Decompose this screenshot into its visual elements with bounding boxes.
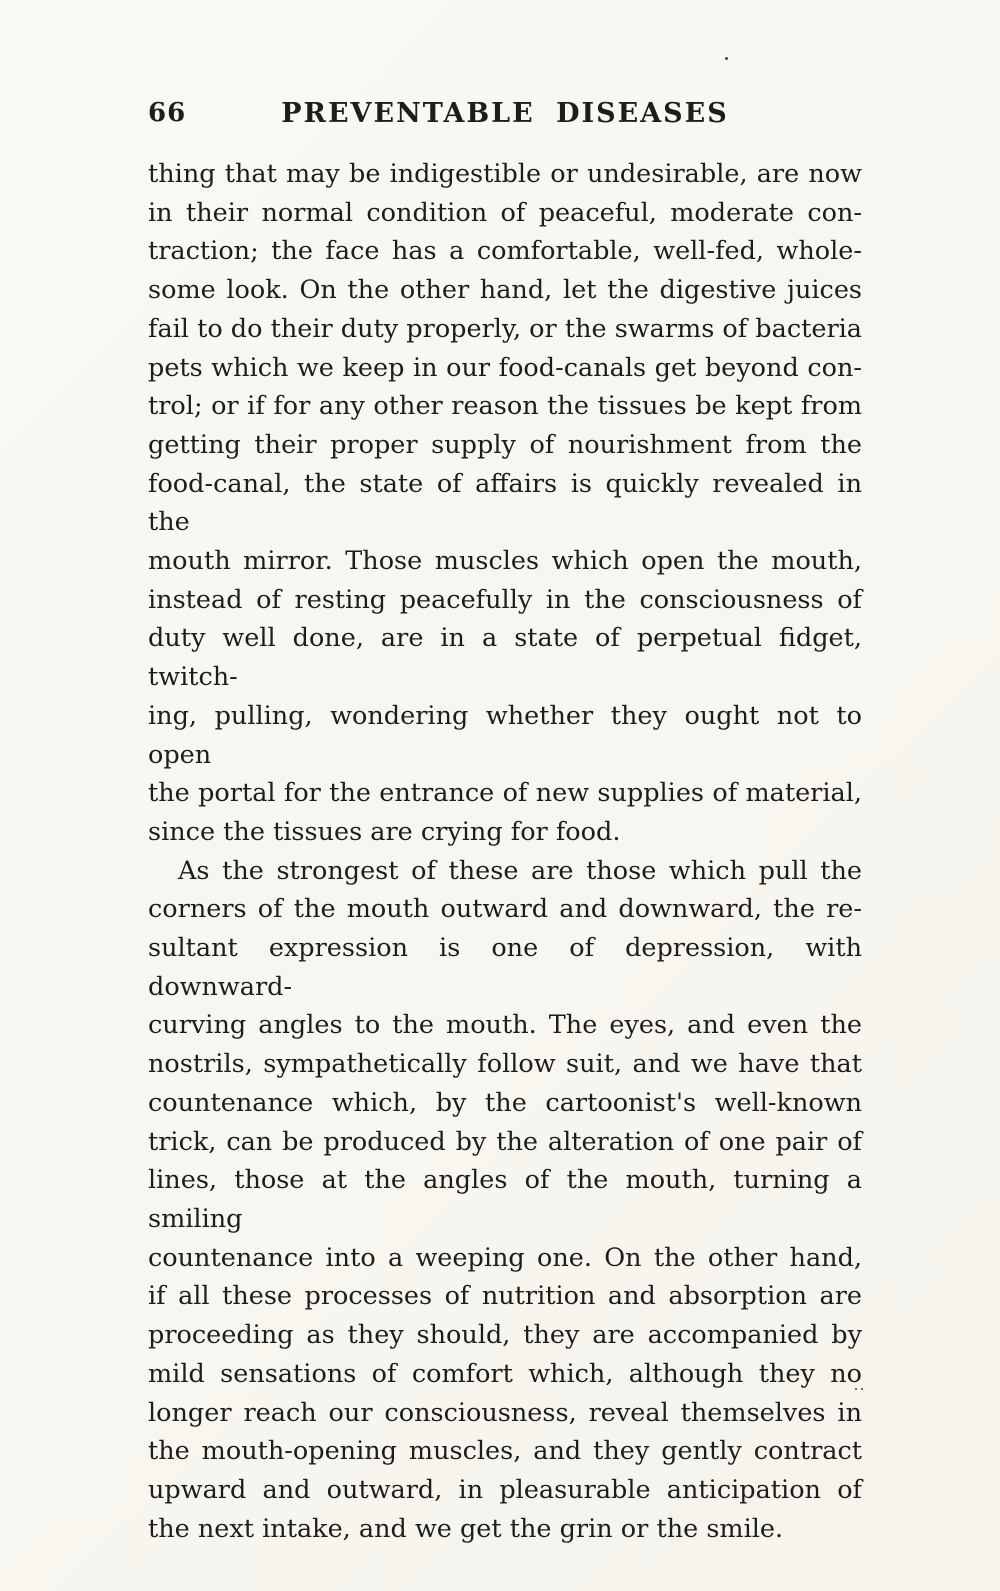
scan-artifact-dot bbox=[725, 57, 728, 60]
text-line: duty well done, are in a state of perpetual fidget, twitch- bbox=[148, 623, 862, 693]
text-line: As the strongest of these are those which pull the bbox=[178, 855, 862, 886]
text-line: countenance which, by the cartoonist's well-known bbox=[148, 1087, 862, 1118]
text-line: upward and outward, in pleasurable anticipation of bbox=[148, 1474, 862, 1505]
text-line: mild sensations of comfort which, although they no bbox=[148, 1358, 862, 1389]
text-line: trick, can be produced by the alteration of one pair of bbox=[148, 1126, 862, 1157]
page-frame bbox=[148, 98, 862, 1548]
running-header-title: PREVENTABLE DISEASES bbox=[281, 98, 729, 129]
text-line: traction; the face has a comfortable, well-fed, whole- bbox=[148, 236, 862, 267]
text-line: proceeding as they should, they are accompanied by bbox=[148, 1320, 862, 1351]
text-line: thing that may be indigestible or undesirable, are now bbox=[148, 159, 862, 189]
text-line: lines, those at the angles of the mouth, turning a smiling bbox=[148, 1165, 862, 1234]
text-line: since the tissues are crying for food. bbox=[148, 816, 621, 847]
text-line: some look. On the other hand, let the digestive juices bbox=[148, 275, 862, 306]
text-line: corners of the mouth outward and downward, the re- bbox=[148, 894, 862, 925]
text-line: longer reach our consciousness, reveal themselves in bbox=[148, 1397, 862, 1428]
text-line: in their normal condition of peaceful, moderate con- bbox=[148, 197, 862, 228]
text-line: trol; or if for any other reason the tissues be kept from bbox=[148, 391, 862, 422]
text-line: food-canal, the state of affairs is quickly revealed in the bbox=[148, 468, 862, 538]
text-line: fail to do their duty properly, or the swarms of bacteria bbox=[148, 313, 862, 344]
text-line: nostrils, sympathetically follow suit, and we have that bbox=[148, 1049, 862, 1080]
paragraph bbox=[148, 155, 862, 852]
text-line: the portal for the entrance of new supplies of material, bbox=[148, 778, 862, 809]
text-body bbox=[148, 155, 862, 1548]
text-line: if all these processes of nutrition and absorption are bbox=[148, 1281, 862, 1312]
text-line: pets which we keep in our food-canals get beyond con- bbox=[148, 352, 862, 383]
text-line: instead of resting peacefully in the consciousness of bbox=[148, 584, 862, 615]
text-line: ing, pulling, wondering whether they ought not to open bbox=[148, 700, 862, 770]
page-number: 66 bbox=[148, 98, 187, 128]
text-line: the next intake, and we get the grin or the smile. bbox=[148, 1513, 784, 1544]
paragraph bbox=[148, 852, 862, 1549]
text-line: the mouth-opening muscles, and they gently contract bbox=[148, 1436, 862, 1467]
text-line: countenance into a weeping one. On the other hand, bbox=[148, 1242, 862, 1273]
text-line: mouth mirror. Those muscles which open the mouth, bbox=[148, 546, 862, 577]
running-head bbox=[148, 98, 862, 138]
text-line: curving angles to the mouth. The eyes, and even the bbox=[148, 1010, 862, 1041]
text-line: sultant expression is one of depression, with downward- bbox=[148, 933, 862, 1002]
text-line: getting their proper supply of nourishment from the bbox=[148, 429, 862, 460]
